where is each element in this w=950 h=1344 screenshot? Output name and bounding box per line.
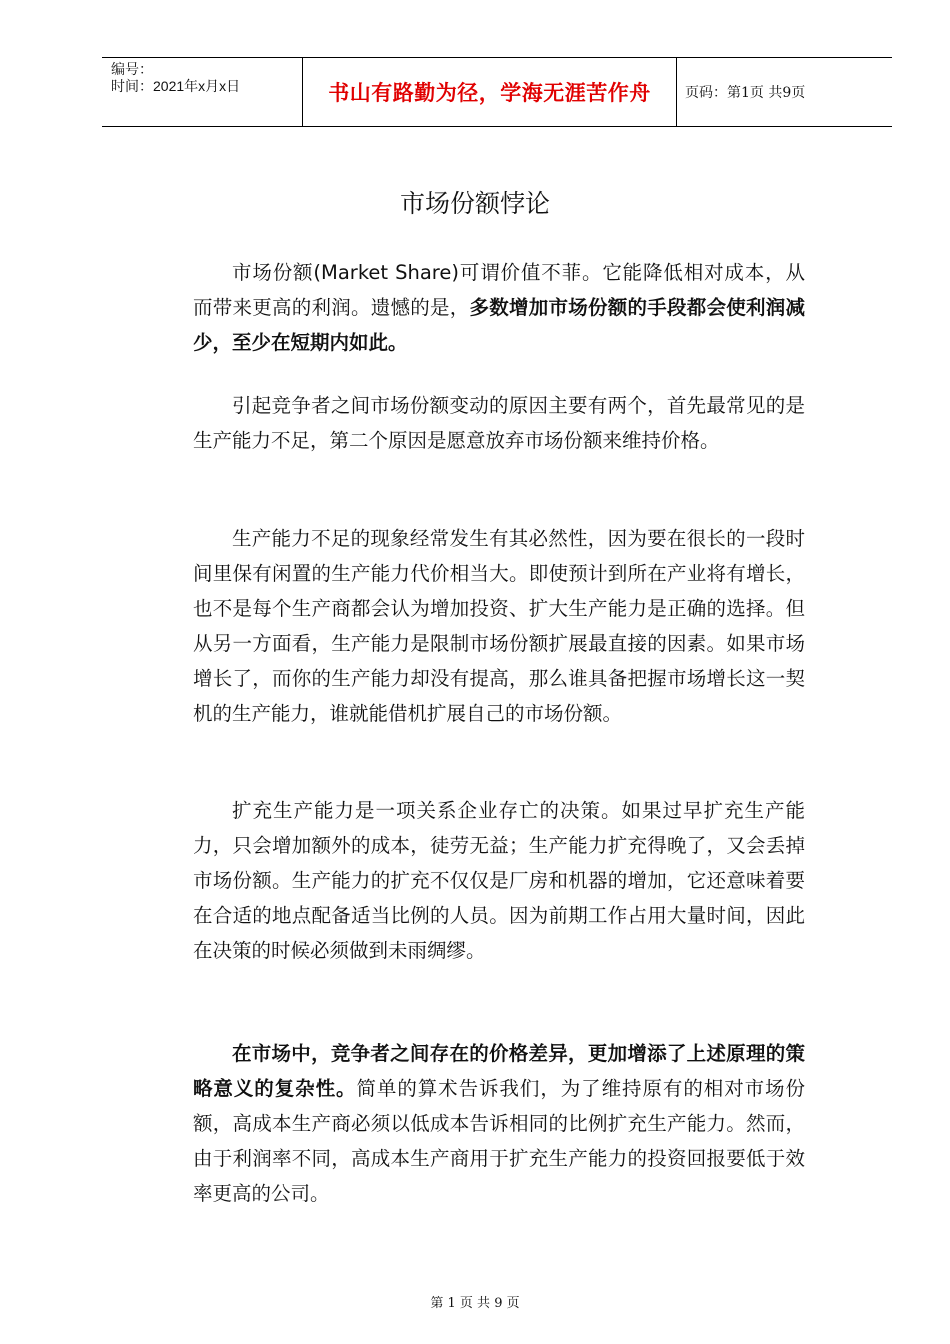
paragraph-2 (193, 388, 805, 458)
document-title: 市场份额悖论 (399, 189, 550, 218)
paragraph-1-run-2: 多数增加市场份额的手段都会使利润减少，至少在短期内如此。 (193, 296, 805, 354)
paragraph-5 (193, 1036, 805, 1211)
paragraph-1-run-1: 市场份额(Market Share)可谓价值不菲。它能降低相对成本，从而带来更高的利润。遗憾的是， (193, 261, 805, 319)
paragraph-5-run-2: 简单的算术告诉我们，为了维持原有的相对市场份额，高成本生产商必须以低成本告诉相同的比例扩充生产能力。然而，由于利润率不同，高成本生产商用于扩充生产能力的投资回报要低于效率更高的公司。 (193, 1077, 805, 1205)
page-footer: 第 1 页 共 9 页 (430, 1296, 520, 1311)
serial-label: 编号： (111, 61, 153, 77)
paragraph-4 (193, 793, 805, 968)
page-header (102, 57, 892, 127)
header-motto: 书山有路勤为径，学海无涯苦作舟 (303, 58, 677, 126)
paragraph-3-run-1: 生产能力不足的现象经常发生有其必然性，因为要在很长的一段时间里保有闲置的生产能力代价相当大。即使预计到所在产业将有增长，也不是每个生产商都会认为增加投资、扩大生产能力是正确的选择。但从另一方面看，生产能力是限制市场份额扩展最直接的因素。如果市场增长了，而你的生产能力却没有提高，那么谁具备把握市场增长这一契机的生产能力，谁就能借机扩展自己的市场份额。 (193, 527, 805, 725)
time-label: 时间：2021年x月x日 (111, 78, 241, 94)
paragraph-4-run-1: 扩充生产能力是一项关系企业存亡的决策。如果过早扩充生产能力，只会增加额外的成本，徒劳无益；生产能力扩充得晚了，又会丢掉市场份额。生产能力的扩充不仅仅是厂房和机器的增加，它还意味着要在合适的地点配备适当比例的人员。因为前期工作占用大量时间，因此在决策的时候必须做到未雨绸缪。 (193, 799, 805, 962)
paragraph-5-run-1: 在市场中，竞争者之间存在的价格差异，更加增添了上述原理的策略意义的复杂性。 (193, 1042, 805, 1100)
header-page-info: 页码：第1页 共9页 (685, 85, 806, 101)
paragraph-1 (193, 255, 805, 360)
paragraph-3 (193, 521, 805, 731)
paragraph-2-run-1: 引起竞争者之间市场份额变动的原因主要有两个，首先最常见的是生产能力不足，第二个原因是愿意放弃市场份额来维持价格。 (193, 394, 805, 452)
header-meta (102, 58, 303, 126)
